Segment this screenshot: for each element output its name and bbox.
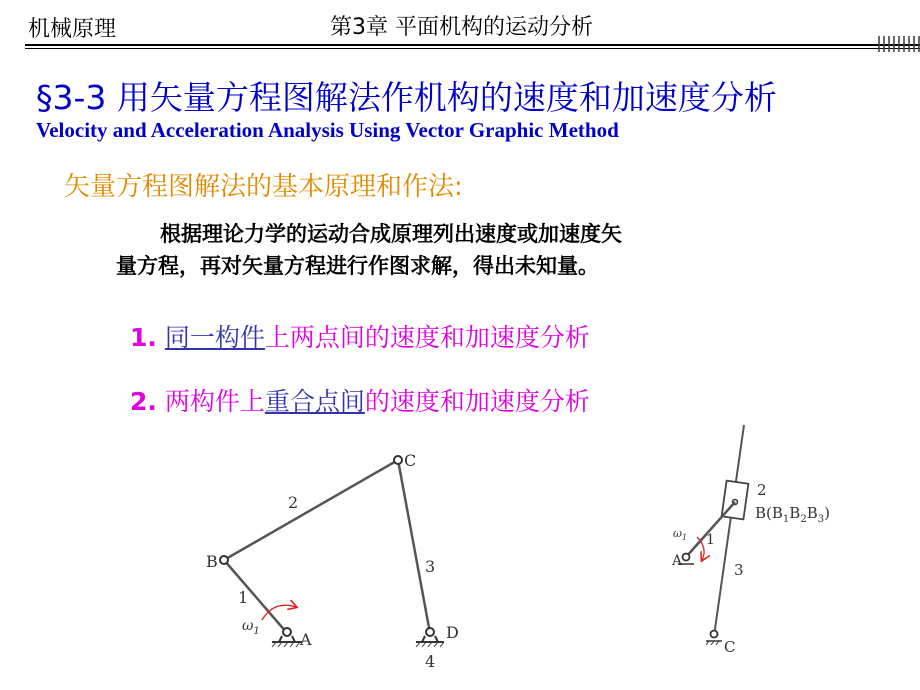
guide-bar-3 [714,425,744,636]
item-number: 2. [130,387,157,416]
ground-pivot-a [272,628,302,647]
crank-1 [686,502,735,557]
paragraph-line-1: 根据理论力学的运动合成原理列出速度或加速度矢 [160,222,622,246]
angular-velocity-arrow [262,605,296,620]
ground-pivot-d [416,628,444,647]
joint-b [220,556,228,564]
label-link-1: 1 [706,532,715,548]
label-b: B [206,552,218,571]
item-text: 上两点间的速度和加速度分析 [264,323,590,352]
ground-pivot-c [706,631,722,646]
label-a: A [300,630,312,649]
slide-subtitle: Velocity and Acceleration Analysis Using Vector Graphic Method [36,118,619,142]
label-link-4: 4 [425,652,436,671]
angular-velocity-arrow [697,537,704,560]
chapter-title: 第3章 平面机构的运动分析 [330,15,593,40]
label-a: A [672,553,683,569]
label-c: C [724,638,736,656]
label-omega: $\omega_1$ [242,618,260,637]
course-title: 机械原理 [28,17,117,42]
joint-c [394,456,402,464]
link-3 [398,460,430,633]
label-link-2: 2 [757,481,767,499]
label-link-1: 1 [238,588,249,607]
section-heading: 矢量方程图解法的基本原理和作法: [64,172,463,202]
slider-guide-mechanism [671,425,830,656]
link-1 [224,560,287,633]
slide-title: §3-3 用矢量方程图解法作机构的速度和加速度分析 [36,78,777,117]
link-2 [224,460,398,560]
label-b-coincident: $B(B_1B_2B_3)$ [755,504,830,525]
item-link-coincident-points[interactable]: 重合点间 [264,387,365,416]
item-text: 的速度和加速度分析 [364,387,590,416]
four-bar-linkage [206,451,459,671]
label-c: C [404,451,417,470]
paragraph-line-2: 量方程，再对矢量方程进行作图求解，得出未知量。 [116,254,599,278]
item-link-same-member[interactable]: 同一构件 [164,323,265,352]
label-link-3: 3 [425,557,436,576]
item-prefix: 两构件上 [164,387,265,416]
label-link-2: 2 [288,493,299,512]
label-d: D [446,623,459,642]
label-omega: $\omega_1$ [673,527,688,542]
label-link-3: 3 [734,561,744,579]
item-number: 1. [130,323,157,352]
